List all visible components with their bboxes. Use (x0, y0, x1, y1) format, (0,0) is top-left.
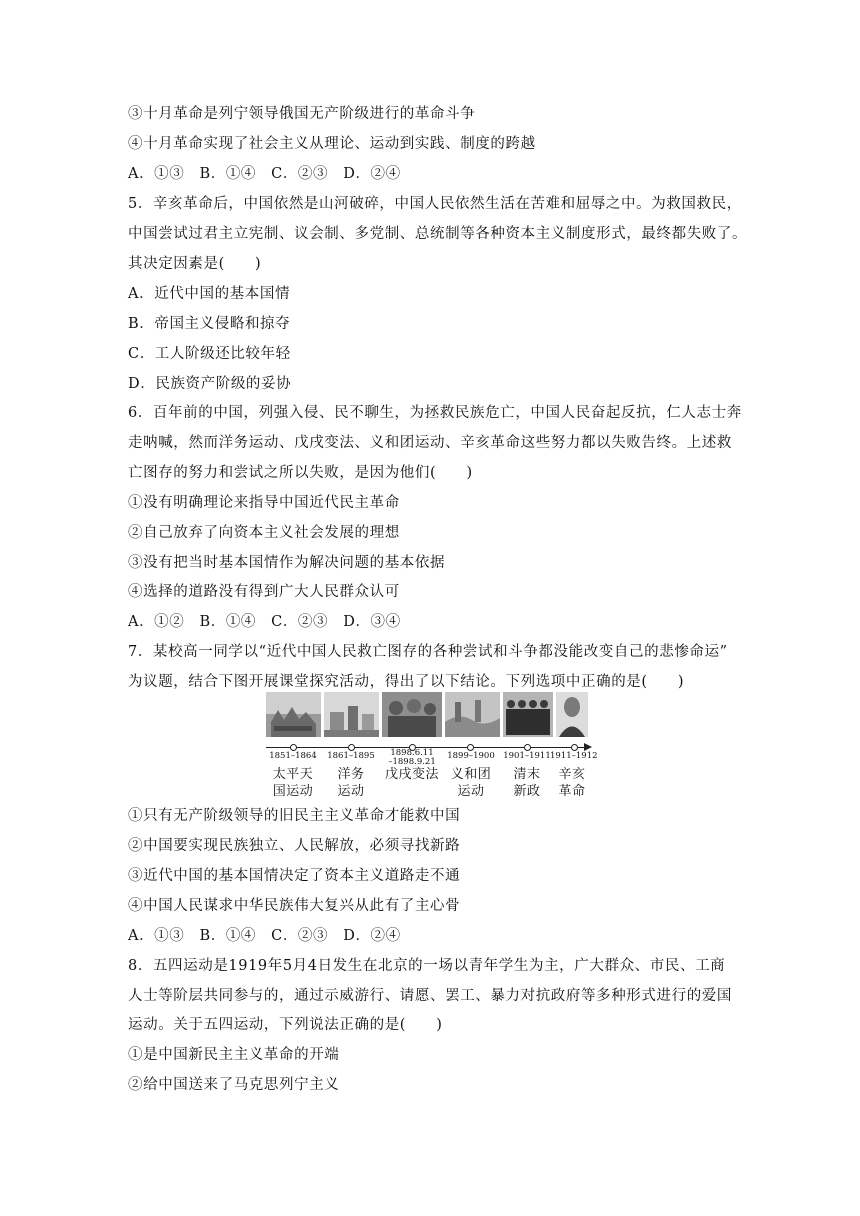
q8-statement-2: ②给中国送来了马克思列宁主义 (128, 1077, 340, 1093)
q6-statement-4: ④选择的道路没有得到广大人民群众认可 (128, 584, 400, 600)
q4-answer-choices: A．①③ B．①④ C．②③ D．②④ (128, 166, 401, 182)
q5-stem-line-1: 5．辛亥革命后，中国依然是山河破碎，中国人民依然生活在苦难和屈辱之中。为救国救民， (128, 196, 742, 212)
history-timeline-figure (266, 692, 598, 802)
q5-stem-line-2: 中国尝试过君主立宪制、议会制、多党制、总统制等各种资本主义制度形式，最终都失败了。 (128, 226, 748, 242)
q7-statement-3: ③近代中国的基本国情决定了资本主义道路走不通 (128, 868, 461, 884)
q5-choice-b: B．帝国主义侵略和掠夺 (128, 316, 291, 332)
timeline-year-taiping: 1851–1864 (269, 751, 317, 761)
timeline-dot (348, 744, 355, 751)
timeline-year-late-qing: 1901–1911 (503, 751, 551, 761)
timeline-year-xinhai: 1911–1912 (550, 751, 598, 761)
westernization-photo (324, 692, 379, 737)
timeline-year-westernization: 1861–1895 (327, 751, 375, 761)
timeline-year-boxer: 1899–1900 (447, 751, 495, 761)
q7-stem-line-1: 7．某校高一同学以“近代中国人民救亡图存的各种尝试和斗争都没能改变自己的悲惨命运” (128, 644, 728, 660)
timeline-arrow-icon (584, 743, 592, 751)
q4-option-statement-3: ③十月革命是列宁领导俄国无产阶级进行的革命斗争 (128, 106, 476, 122)
q8-statement-1: ①是中国新民主主义革命的开端 (128, 1047, 340, 1063)
q6-statement-1: ①没有明确理论来指导中国近代民主革命 (128, 495, 400, 511)
q7-statement-4: ④中国人民谋求中华民族伟大复兴从此有了主心骨 (128, 898, 461, 914)
timeline-year-reform-end: –1898.9.21 (388, 757, 436, 767)
q6-statement-3: ③没有把当时基本国情作为解决问题的基本依据 (128, 555, 446, 571)
q6-statement-2: ②自己放弃了向资本主义社会发展的理想 (128, 525, 400, 541)
boxer-photo (445, 692, 500, 737)
q5-choice-c: C．工人阶级还比较年轻 (128, 346, 291, 362)
q5-choice-a: A．近代中国的基本国情 (128, 286, 291, 302)
q8-stem-line-3: 运动。关于五四运动，下列说法正确的是( ) (128, 1017, 443, 1033)
timeline-dot (524, 744, 531, 751)
q6-stem-line-1: 6．百年前的中国，列强入侵、民不聊生，为拯救民族危亡，中国人民奋起反抗，仁人志士奔 (128, 405, 742, 421)
timeline-event-westernization: 洋务 运动 (337, 767, 365, 799)
q6-stem-line-2: 走呐喊，然而洋务运动、戊戌变法、义和团运动、辛亥革命这些努力都以失败告终。上述救 (128, 435, 732, 451)
timeline-dot (467, 744, 474, 751)
q5-choice-d: D．民族资产阶级的妥协 (128, 376, 292, 392)
q6-answer-choices: A．①② B．①④ C．②③ D．③④ (128, 614, 401, 630)
q7-stem-line-2: 为议题，结合下图开展课堂探究活动，得出了以下结论。下列选项中正确的是( ) (128, 674, 685, 690)
timeline-event-xinhai: 辛亥 革命 (558, 767, 586, 799)
q4-option-statement-4: ④十月革命实现了社会主义从理论、运动到实践、制度的跨越 (128, 136, 536, 152)
timeline-event-taiping: 太平天 国运动 (272, 767, 314, 799)
sun-yatsen-portrait (556, 692, 588, 737)
q8-stem-line-1: 8．五四运动是1919年5月4日发生在北京的一场以青年学生为主，广大群众、市民、工商 (128, 958, 726, 974)
q6-stem-line-3: 亡图存的努力和尝试之所以失败，是因为他们( ) (128, 465, 473, 481)
timeline-dot (290, 744, 297, 751)
q8-stem-line-2: 人士等阶层共同参与的，通过示威游行、请愿、罢工、暴力对抗政府等多种形式进行的爱国 (128, 988, 732, 1004)
q7-answer-choices: A．①③ B．①④ C．②③ D．②④ (128, 928, 401, 944)
timeline-year-reform-start: 1898.6.11 (390, 748, 434, 758)
taiping-photo (266, 692, 321, 737)
reform-photo (382, 692, 442, 737)
timeline-dot (571, 744, 578, 751)
timeline-event-late-qing: 清末 新政 (513, 767, 541, 799)
timeline-event-boxer: 义和团 运动 (450, 767, 492, 799)
q7-statement-1: ①只有无产阶级领导的旧民主主义革命才能救中国 (128, 808, 461, 824)
timeline-event-reform: 戊戌变法 (384, 767, 439, 782)
q7-statement-2: ②中国要实现民族独立、人民解放，必须寻找新路 (128, 838, 461, 854)
q5-stem-line-3: 其决定因素是( ) (128, 256, 262, 272)
late-qing-photo (503, 692, 553, 737)
